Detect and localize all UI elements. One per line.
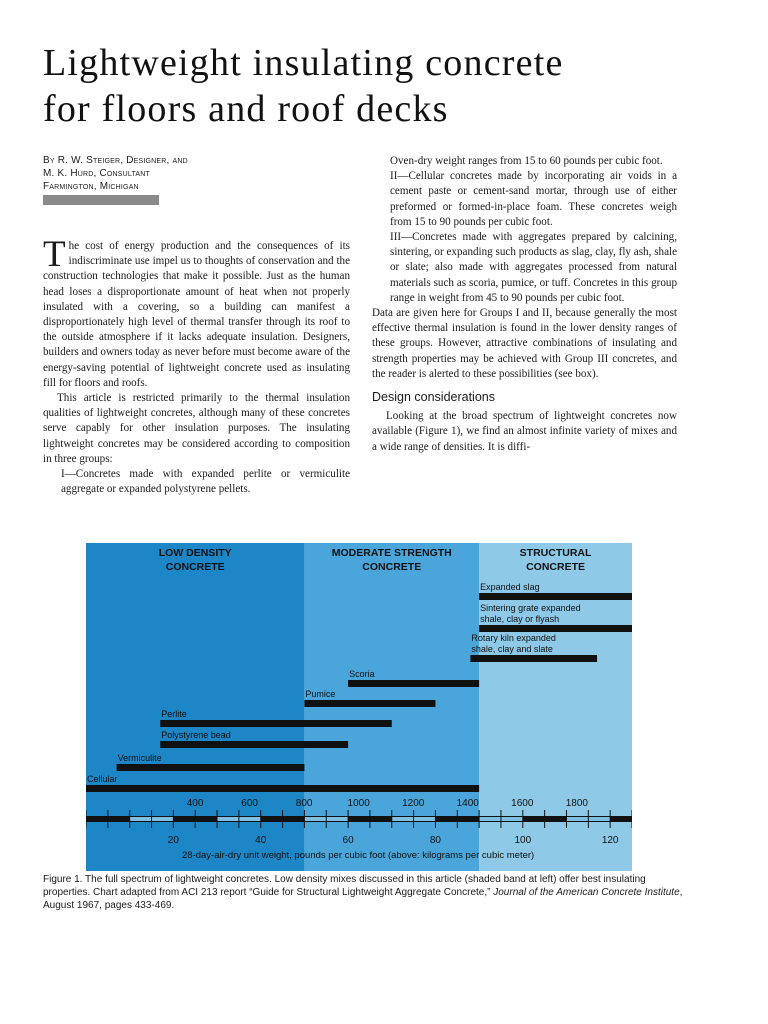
chart-bottom-tick-label: 60	[342, 835, 354, 846]
paragraph-2: This article is restricted primarily to the thermal insulation qualities of lightweight concretes, although many of these concretes serve capably for other insulation purposes. The insulating lightweight concretes may be considered according to composition in three groups:	[43, 392, 350, 465]
chart-bar	[304, 700, 435, 707]
right-column	[372, 154, 677, 455]
byline-line-1: By R. W. Steiger, Designer, and	[43, 155, 188, 166]
chart-top-tick-label: 1600	[511, 798, 534, 809]
chart-bar	[348, 680, 479, 687]
caption-journal: Journal of the American Concrete Institute	[493, 887, 680, 898]
chart-band-label: MODERATE STRENGTH	[331, 547, 452, 559]
chart-top-tick-label: 1200	[402, 798, 425, 809]
chart-band-label: CONCRETE	[526, 561, 586, 573]
chart-series-label: shale, clay and slate	[471, 644, 553, 654]
chart-series-label: shale, clay or flyash	[480, 614, 560, 624]
chart-top-tick-label: 1000	[347, 798, 370, 809]
chart-bottom-tick-label: 120	[601, 835, 619, 846]
figure-caption	[43, 873, 683, 912]
caption-tail: , August 1967, pages 433-469.	[43, 887, 683, 911]
group-1-item: I—Concretes made with expanded perlite or vermiculite aggregate or expanded polystyrene pellets.	[61, 468, 350, 496]
chart-bar	[160, 741, 348, 748]
chart-top-tick-label: 600	[241, 798, 258, 809]
section-heading: Design considerations	[372, 390, 495, 405]
chart-band-label: CONCRETE	[165, 561, 225, 573]
chart-series-label: Rotary kiln expanded	[471, 633, 556, 643]
chart-bar	[479, 625, 632, 632]
chart-bottom-tick-label: 100	[514, 835, 532, 846]
chart-bottom-tick-label: 80	[429, 835, 442, 846]
chart-bar	[160, 720, 392, 727]
figure-chart	[86, 543, 632, 871]
chart-top-tick-label: 1800	[565, 798, 588, 809]
chart-series-label: Expanded slag	[480, 582, 540, 592]
paragraph-3: Data are given here for Groups I and II, because generally the most effective thermal insulation is found in the lower density ranges of these groups. However, attractive combinations of insulating and strength properties may be achieved with Group III concretes, and the reader is alerted to these possibilities (see box).	[372, 307, 677, 380]
group-3-item: III—Concretes made with aggregates prepared by calcining, sintering, or expanding such products as slag, clay, fly ash, shale or slate; also made with aggregates processed from natural materials such as scoria, pumice, or tuff. Concretes in this group range in weight from 45 to 90 pounds per cubic foot.	[390, 231, 677, 304]
chart-bar	[470, 655, 597, 662]
chart-band-label: CONCRETE	[362, 561, 422, 573]
chart-series-label: Perlite	[161, 709, 187, 719]
chart-top-tick-label: 400	[186, 798, 204, 809]
drop-cap: T	[43, 234, 66, 275]
chart-top-tick-label: 1400	[456, 798, 479, 809]
chart-bottom-tick-label: 20	[167, 835, 179, 846]
chart-bottom-tick-label: 40	[255, 835, 267, 846]
byline	[43, 154, 273, 193]
intro-paragraph	[43, 234, 350, 391]
group-1-continued: Oven-dry weight ranges from 15 to 60 pounds per cubic foot.	[390, 155, 663, 167]
chart-band-label: LOW DENSITY	[158, 547, 232, 559]
chart-series-label: Vermiculite	[117, 753, 162, 763]
chart-series-label: Sintering grate expanded	[480, 603, 581, 613]
byline-line-3: Farmington, Michigan	[43, 181, 139, 192]
chart-band-label: STRUCTURAL	[519, 547, 592, 559]
chart-bar	[479, 593, 632, 600]
chart-series-label: Cellular	[87, 774, 118, 784]
chart-top-tick-label: 800	[295, 798, 313, 809]
chart-x-axis-title: 28-day-air-dry unit weight, pounds per cubic foot (above: kilograms per cubic meter)	[182, 850, 535, 861]
byline-rule	[43, 195, 159, 205]
chart-bar	[117, 764, 305, 771]
chart-series-label: Scoria	[349, 669, 375, 679]
intro-text: he cost of energy production and the consequences of its indiscriminate use impel us to thoughts of conservation and the construction technologies that make it possible. Just as the human head loses a disproportionate amount of heat when not properly insulated with a covering, so a building can manifest a disproportionately high level of thermal transfer through its roof to the outside atmosphere if it lacks adequate insulation. Designers, builders and owners today as never before must become aware of the energy-saving potential of lightweight concrete used as insulating fill for floors and roofs.	[43, 240, 350, 389]
byline-line-2: M. K. Hurd, Consultant	[43, 168, 151, 179]
article-title	[43, 40, 743, 132]
group-2-item: II—Cellular concretes made by incorporating air voids in a cement paste or cement-sand mortar, through use of either preformed or formed-in-place foam. These concretes weigh from 15 to 90 pounds per cubic foot.	[390, 170, 677, 228]
title-line-1: Lightweight insulating concrete	[43, 42, 564, 84]
chart-series-label: Pumice	[305, 689, 336, 699]
left-column	[43, 234, 350, 497]
chart-bar	[86, 785, 479, 792]
chart-series-label: Polystyrene bead	[161, 730, 231, 740]
caption-text: Figure 1. The full spectrum of lightweight concretes. Low density mixes discussed in this article (shaded band at left) offer best insulating properties. Chart adapted from ACI 213 report “Guide for Structural Lightweight Aggregate Concrete,”	[43, 874, 646, 898]
title-line-2: for floors and roof decks	[43, 88, 449, 130]
paragraph-4: Looking at the broad spectrum of lightweight concretes now available (Figure 1), we find an almost infinite variety of mixes and a wide range of densities. It is diffi-	[372, 410, 677, 453]
